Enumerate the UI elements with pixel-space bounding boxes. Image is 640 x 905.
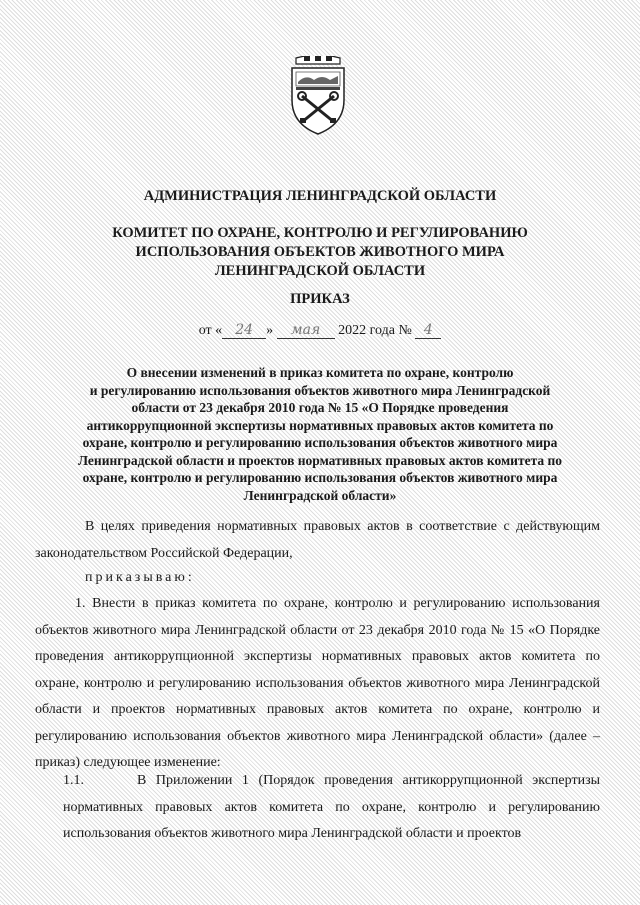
order-subject (52, 364, 588, 504)
subject-line: Ленинградской области и проектов нормативных правовых актов комитета по (77, 452, 563, 468)
date-month: мая (277, 322, 335, 339)
date-day: 24 (222, 322, 266, 339)
date-prefix: от « (198, 323, 223, 338)
subject-line: охране, контролю и регулированию использования объектов животного мира (82, 435, 558, 450)
subject-line: и регулированию использования объектов животного мира Ленинградской (89, 382, 551, 398)
date-separator: » (266, 323, 274, 338)
administration-heading: АДМИНИСТРАЦИЯ ЛЕНИНГРАДСКОЙ ОБЛАСТИ (143, 188, 497, 204)
committee-line: КОМИТЕТ ПО ОХРАНЕ, КОНТРОЛЮ И РЕГУЛИРОВАНИЮ (112, 225, 528, 241)
subject-line: О внесении изменений в приказ комитета по охране, контролю (126, 365, 514, 380)
order-title: ПРИКАЗ (290, 291, 350, 307)
coat-of-arms-icon (286, 56, 350, 136)
clause-number: 1.1. (63, 773, 84, 788)
date-year: 2022 года № (338, 323, 412, 338)
order-verb: приказываю: (85, 570, 195, 585)
clause-text: В Приложении 1 (Порядок проведения антикоррупционной экспертизы нормативных правовых актов комитета по охране, контролю и регулированию использования объектов животного мира Ленинградской области и проектов (63, 773, 600, 841)
committee-line: ИСПОЛЬЗОВАНИЯ ОБЪЕКТОВ ЖИВОТНОГО МИРА (135, 244, 505, 260)
subject-line: охране, контролю и регулированию использования объектов животного мира (82, 470, 558, 485)
order-number: 4 (415, 322, 441, 339)
order-dateline (0, 322, 640, 339)
committee-heading (0, 224, 640, 281)
subject-line: области от 23 декабря 2010 года № 15 «О Порядке проведения (131, 400, 509, 415)
subject-line: Ленинградской области» (243, 487, 397, 503)
subject-line: антикоррупционной экспертизы нормативных правовых актов комитета по (86, 417, 554, 433)
clause-1-paragraph: 1. Внести в приказ комитета по охране, контролю и регулированию использования объектов животного мира Ленинградской области от 23 декабря 2010 года № 15 «О Порядке проведения антикоррупционной экспертизы нормативных правовых актов комитета по охране, контролю и регулированию использования объектов животного мира Ленинградской области и проектов нормативных правовых актов комитета по охране, контролю и регулированию использования объектов животного мира Ленинградской области» (далее – приказ) следующее изменение: (35, 596, 600, 770)
committee-line: ЛЕНИНГРАДСКОЙ ОБЛАСТИ (214, 263, 426, 279)
clause-1-1-paragraph (35, 768, 600, 848)
preamble-paragraph: В целях приведения нормативных правовых актов в соответствие с действующим законодательством Российской Федерации, (35, 519, 600, 561)
